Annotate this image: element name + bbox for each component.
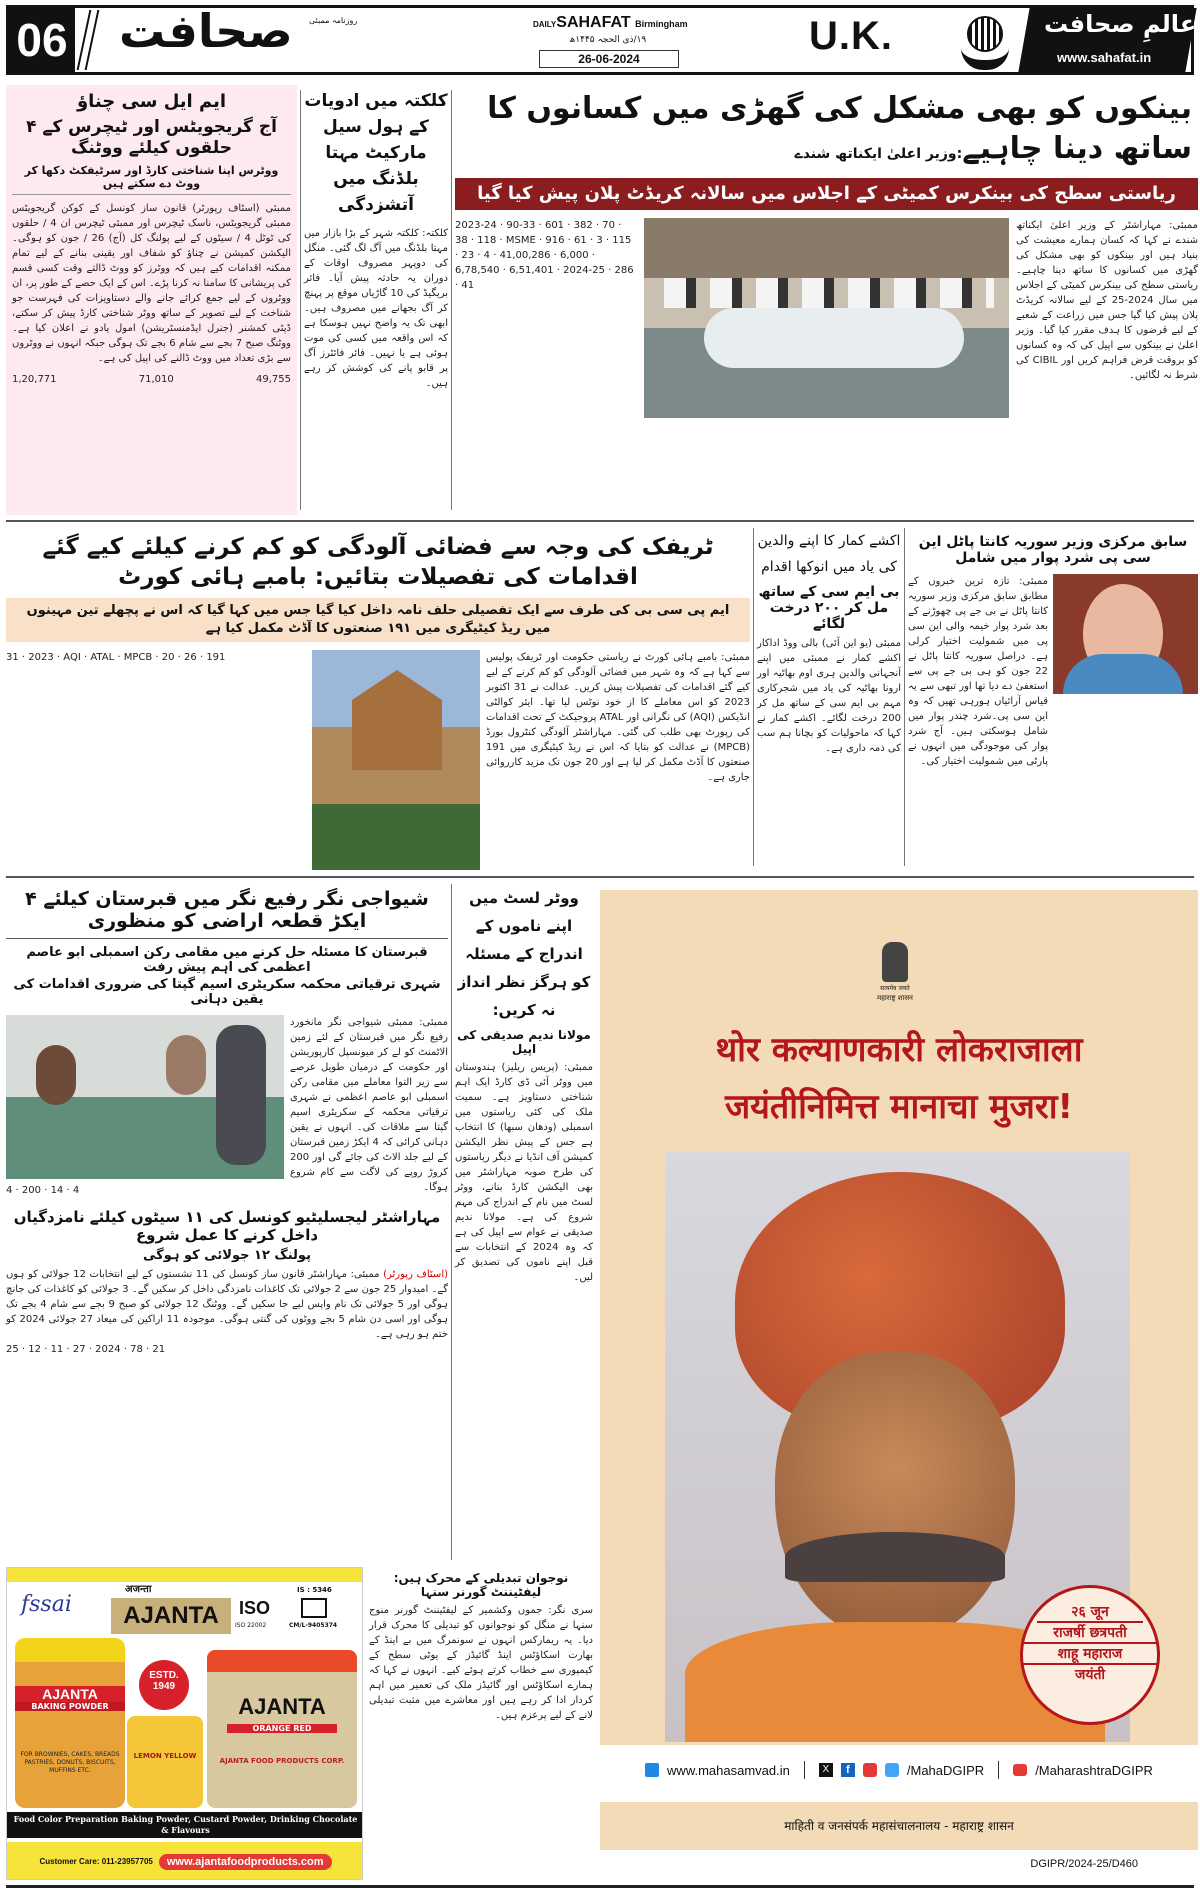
masthead-divider [77, 10, 100, 70]
banks-body-col-right: ممبئی: مہاراشٹر کے وزیر اعلیٰ ایکناتھ شندے نے کہا کہ کسان ہمارے معیشت کی بنیاد ہیں اور بینکوں کو بھی مشکل کی گھڑی میں کسانوں کا ساتھ دینا چاہیے۔ ریاستی سطح کی بینکرس کمیٹی کے اجلاس میں سال 2024-25 کے لیے سالانہ کریڈٹ پلان پیش کیا گیا جس میں زراعت کے شعبے کے لیے قرضوں کا ہدف مقرر کیا گیا۔ وزیر اعلیٰ نے بینکوں سے اپیل کی کہ وہ کسانوں کو بروقت قرض فراہم کریں اور CIBIL کی شرط نہ لگائیں۔ [1016, 220, 1198, 381]
mlc-headline: آج گریجویٹس اور ٹیچرس کے ۴ حلقوں کیلئے ووٹنگ [26, 117, 277, 158]
department-bar: माहिती व जनसंपर्क महासंचालनालय - महाराष्ट्र शासन [600, 1802, 1198, 1850]
council-reporter: (اسٹاف رپورٹر) [383, 1269, 448, 1280]
emblem-caption: महाराष्ट्र शासन [877, 994, 913, 1002]
mlc-election-article [6, 85, 297, 515]
graveyard-figures: 4 · 200 · 14 · 4 [6, 1185, 80, 1196]
council-subhead: پولنگ ۱۲ جولائی کو ہوگی [143, 1248, 311, 1263]
meeting-office-photo [6, 1015, 284, 1179]
banks-byline: :وزیر اعلیٰ ایکناتھ شندے [794, 146, 963, 162]
table-shape [704, 308, 964, 368]
banks-body-col-left: 2023-24 · 90-33 · 601 · 382 · 70 · 38 · 118 · MSME · 916 · 61 · 3 · 115 · 23 · 4 · 41,00,286 · 6,000 · 6,78,540 · 6,51,401 · 2024-25 · 286 · 41 [455, 220, 634, 291]
graveyard-article [6, 882, 448, 1198]
council-headline: مہاراشٹر لیجسلیٹیو کونسل کی ۱۱ سیٹوں کیلئے نامزدگیاں داخل کرنے کا عمل شروع [13, 1208, 441, 1244]
jayanti-badge: २६ जून राजर्षी छत्रपती शाहू महाराज जयंती [1020, 1585, 1160, 1725]
court-body-row [6, 650, 750, 870]
youtube-icon[interactable] [1013, 1764, 1027, 1776]
globe-icon [645, 1763, 659, 1777]
banks-headline: بینکوں کو بھی مشکل کی گھڑی میں کسانوں کا ساتھ دینا چاہیے [487, 91, 1192, 166]
paper-name: DAILYSAHAFAT Birmingham [533, 14, 688, 31]
ajanta-brand: AJANTA [111, 1598, 231, 1634]
ajanta-contact-bar [7, 1842, 363, 1880]
banks-body-row [455, 218, 1198, 515]
mlc-kicker: ایم ایل سی چناؤ [76, 91, 227, 112]
mustache-shape [785, 1532, 1005, 1582]
social-handle[interactable]: /MahaDGIPR [906, 1762, 985, 1778]
jar-baking-powder: AJANTA BAKING POWDER FOR BROWNIES, CAKES, BREADS PASTRIES, DONUTS, BISCUITS, MUFFINS ETC. [15, 1638, 125, 1808]
ajanta-brand-hindi: अजन्ता [125, 1584, 152, 1595]
youth-article [369, 1567, 593, 1882]
akshay-body: ممبئی (یو این آئی) بالی ووڈ اداکار اکشے کمار نے ممبئی میں اپنے آنجہانی والدین ہری اوم بھاٹیہ اور ارونا بھاٹیہ کی یاد میں شجرکاری مہم بی ایم سی کے ساتھ مل کر 200 درخت لگائے۔ اکشے کمار نے کہا کہ ماحولیات کو بچانا ہم سب کی ذمہ داری ہے۔ [757, 638, 901, 754]
akshay-headline: اکشے کمار کا اپنے والدین کی یاد میں انوکھا اقدام [757, 533, 901, 575]
youth-body: سری نگر: جموں وکشمیر کے لیفٹیننٹ گورنر منوج سنہا نے منگل کو نوجوانوں کو تبدیلی کا محرک قرار دیا۔ یہ ریمارکس انہوں نے سونمرگ میں بے اینڈ کے بھارت اسکاؤٹس اینڈ گائیڈز کے یوٹی سطح کے کیمپوری سے خطاب کرتے ہوئے کیے۔ انہوں نے کہا کہ ہمارے اسکاؤٹس اور گائیڈز ملک کی تعمیر میں اہم کردار ادا کر رہے ہیں اور معاشرے میں مثبت تبدیلی لانے کے لیے پرعزم ہیں۔ [369, 1605, 593, 1721]
emblem-motto: सत्यमेव जयते [880, 985, 910, 992]
ad-title-1: थोर कल्याणकारी लोकराजाला [715, 1030, 1083, 1070]
isi-mark-icon [301, 1598, 327, 1618]
fssai-logo: fssai [21, 1592, 72, 1617]
suryakanta-headline: سابق مرکزی وزیر سوریہ کانتا پاٹل این سی پی شرد پوار میں شامل [918, 534, 1188, 566]
voterlist-body: ممبئی: (پریس ریلیز) ہندوستان میں ووٹر آئی ڈی کارڈ ایک اہم شناختی دستاویز ہے۔ سمیت ملک کی کئی ریاستوں میں اسمبلی (ودھان سبھا) کا انتخاب ہے جس کے پیش نظر الیکشن کمیشن آف انڈیا نے دیگر ریاستوں کی طرح صوبہ مہاراشٹر میں بھی الیکشن کارڈ بنانے، ووٹر لسٹ میں نام کے اندراج کی مہم شروع کی ہے۔ مولانا ندیم صدیقی نے عوام سے اپیل کی ہے کہ وہ 2024 کے انتخابات سے قبل اپنے ناموں کی تصدیق کر لیں۔ [455, 1062, 593, 1283]
instagram-icon[interactable] [863, 1763, 877, 1777]
graveyard-body: ممبئی: ممبئی شیواجی نگر مانخورد رفیع نگر میں قبرستان کے لئے زمین الاٹمنٹ کو لے کر میونسپل کارپوریشن اور حکومت کے درمیان طویل عرصے سے زیر التوا معاملے میں مقامی رکن اسمبلی ابو عاصم اعظمی نے شہری ترقیاتی محکمہ کے سکریٹری اسیم گپتا سے ملاقات کی۔ انہوں نے یقین دہانی کرائی کہ 4 ایکڑ زمین قبرستان کے لیے جلد الاٹ کی جائے گی اور 200 کروڑ روپے کی لاگت سے کام شروع ہوگا۔ [290, 1017, 448, 1193]
youth-headline: نوجوان تبدیلی کے محرک ہیں: لیفٹیننٹ گورنر سنہا [393, 1571, 569, 1599]
fire-body: کلکتہ: کلکتہ شہر کے بڑا بازار میں مہتا بلڈنگ میں آگ لگ گئی۔ منگل کی دوپہر مصروف اوقات کے دوران یہ حادثہ پیش آیا۔ فائر بریگیڈ کی 10 گاڑیاں موقع پر پہنچ کر آگ بجھانے میں مصروف ہیں۔ ابھی تک یہ واضح نہیں ہوسکا ہے کہ اس واقعہ میں کسی کی موت ہوئی ہے یا نہیں۔ فائر فائٹرز آگ پر قابو پانے کی کوشش کر رہے ہیں۔ [304, 228, 448, 389]
suryakanta-row [908, 574, 1198, 769]
court-subhead: ایم پی سی بی کی طرف سے ایک تفصیلی حلف نامہ داخل کیا گیا جس میں کہا گیا کہ اس نے پچھلے تین مہینوں میں ریڈ کیٹیگری میں ۱۹۱ صنعتوں کا آڈٹ مکمل کیا ہے [6, 598, 750, 642]
date: 26-06-2024 [539, 50, 679, 68]
jar-orange-red: AJANTA ORANGE RED AJANTA FOOD PRODUCTS CORP. [207, 1650, 357, 1808]
row3-left-stack [6, 882, 448, 1560]
ad-reference: DGIPR/2024-25/D460 [1030, 1858, 1138, 1870]
ad-title-2: जयंतीनिमित्त मानाचा मुजरा! [724, 1087, 1074, 1127]
x-icon[interactable]: X [819, 1763, 833, 1777]
social-bar [600, 1752, 1198, 1788]
akshay-article [757, 528, 901, 868]
council-body: (اسٹاف رپورٹر) ممبئی: مہاراشٹر قانون ساز کونسل کی 11 نشستوں کے لیے انتخابات 12 جولائی کو ہوں گے۔ امیدوار 25 جون سے 2 جولائی تک کاغذات نامزدگی داخل کر سکیں گے۔ 3 جولائی کو کاغذات کی جانچ ہوگی اور 5 جولائی تک نام واپس لیے جا سکیں گے۔ ووٹنگ 12 جولائی کو صبح 9 بجے سے شام 4 بجے تک ہوگی اور اسی دن شام 5 بجے ووٹوں کی گنتی ہوگی۔ موجودہ 11 اراکین کی میعاد 27 جولائی 2024 کو ختم ہو رہی ہے۔ [6, 1269, 448, 1340]
masthead-small: روزنامہ ممبئی [309, 16, 358, 25]
cm-number: CM/L-9405374 [289, 1622, 338, 1629]
fire-article [304, 88, 448, 513]
iso-number: ISO 22002 [235, 1622, 267, 1629]
ad-website-link[interactable]: www.mahasamvad.in [667, 1762, 790, 1778]
voterlist-subhead: مولانا ندیم صدیقی کی اپیل [457, 1028, 591, 1056]
ashoka-emblem-icon [882, 942, 908, 982]
suryakanta-article [908, 528, 1198, 868]
logo-stem-icon [961, 48, 1009, 70]
court-article [6, 526, 750, 870]
court-body-right: ممبئی: بامبے ہائی کورٹ نے ریاستی حکومت اور ٹریفک پولیس سے کہا ہے کہ وہ شہر میں فضائی آلودگی کو کم کرنے کے لیے کیے گئے اقدامات کی تفصیلات پیش کریں۔ عدالت نے 31 اکتوبر 2023 کو اس معاملے کا از خود نوٹس لیا تھا۔ ایئر کوالٹی انڈیکس (AQI) کی نگرانی اور ATAL پروجیکٹ کے تحت اقدامات کی رپورٹ بھی طلب کی گئی۔ مہاراشٹر آلودگی کنٹرول بورڈ (MPCB) نے عدالت کو بتایا کہ اس نے ریڈ کیٹیگری میں 191 صنعتوں کا آڈٹ مکمل کر لیا ہے اور 20 جون تک مزید کارروائی جاری ہے۔ [486, 652, 750, 783]
mlc-body: ممبئی (اسٹاف رپورٹر) قانون ساز کونسل کے کوکن گریجویٹس ممبئی گریجویٹس، ناسک ٹیچرس اور ممبئی ٹیچرس ان 4 / حلقوں کی ٹوٹل 4 / سیٹوں کے لیے پولنگ کل (آج) 26 / جون کو ہوگی۔ الیکشن کمیشن نے چناؤ کو شفاف اور یقینی بنانے کے لیے تمام ممکنہ اقدامات کیے ہیں کہ ووٹرز کو ووٹ ڈالتے وقت کسی قسم کی پریشانی کا سامنا نہ کرنا پڑے۔ اس کے ایک حصے کے طور پر، ان ووٹروں کے لیے جمع کرائے جانے والے دستاویزات کی فہرست جو شناخت کے لیے تصویر کے ساتھ ووٹر شناختی کارڈ پیش کر سکتے، ڈپٹی کمشنر (جنرل ایڈمنسٹریشن) امول یادو نے اعلان کیا ہے۔ ووٹنگ صبح 7 بجے سے شام 6 بجے تک ہوگی جبکہ انہوں نے ووٹروں سے بڑی تعداد میں ووٹ ڈالنے کی اپیل کی ہے۔ [12, 203, 291, 364]
suryakanta-photo [1053, 574, 1198, 694]
dgipr-advertisement [600, 890, 1198, 1882]
mlc-figures: 1,20,771 71,010 49,755 [12, 374, 291, 385]
masthead-logo: صحافت [119, 4, 293, 58]
high-court-photo [312, 650, 480, 870]
youtube-handle[interactable]: /MaharashtraDGIPR [1035, 1762, 1153, 1778]
page-number: 06 [9, 8, 75, 72]
telegram-icon[interactable] [885, 1763, 899, 1777]
banks-headline-line [455, 85, 1198, 172]
mlc-subhead: ووٹرس اپنا شناختی کارڈ اور سرٹیفکٹ دکھا کر ووٹ دے سکتے ہیں [12, 164, 291, 195]
face-shape [775, 1352, 1015, 1642]
jar-lemon-yellow: LEMON YELLOW [127, 1716, 203, 1808]
hijri-date: ۱۹/ذی الحجہ ۱۴۴۵ھ [569, 35, 647, 45]
website-link[interactable]: www.sahafat.in [1057, 50, 1152, 65]
ajanta-website-link[interactable]: www.ajantafoodproducts.com [159, 1854, 332, 1870]
suryakanta-body: ممبئی: تازہ ترین خبروں کے مطابق سابق مرکزی وزیر سوریہ کانتا پاٹل نے بی جے پی چھوڑنے کے بعد شرد پوار خیمہ والی این سی پی میں شمولیت اختیار کرلی ہے۔ دراصل سوریہ کانتا پاٹل نے 22 جون کو ہی بی جے پی سے استعفیٰ دے دیا تھا اور تبھی سے یہ قیاس آرائیاں ہورہی تھیں کہ وہ این سی پی۔شرد چندر پوار میں شامل ہوسکتی ہیں۔ آج شرد پوار کی موجودگی میں انہوں نے پارٹی میں شمولیت اختیار کی۔ [908, 576, 1048, 767]
banks-banner: ریاستی سطح کی بینکرس کمیٹی کے اجلاس میں سالانہ کریڈٹ پلان پیش کیا گیا [455, 178, 1198, 210]
graveyard-headline: شیواجی نگر رفیع نگر میں قبرستان کیلئے ۴ ایکڑ قطعہ اراضی کو منظوری [6, 882, 448, 939]
globe-logo-icon [967, 16, 1003, 52]
banks-article [455, 85, 1198, 515]
facebook-icon[interactable]: f [841, 1763, 855, 1777]
council-figures: 25 · 12 · 11 · 27 · 2024 · 78 · 21 [6, 1344, 166, 1355]
council-article [6, 1208, 448, 1357]
graveyard-body-row [6, 1015, 448, 1198]
fire-headline: کلکتہ میں ادویات کے ہول سیل مارکیٹ مہتا بلڈنگ میں آتشزدگی [304, 91, 448, 215]
akshay-subhead: بی ایم سی کے ساتھ مل کر ۲۰۰ درخت لگائے [758, 584, 900, 632]
voterlist-headline: ووٹر لسٹ میں اپنے ناموں کے اندراج کے مسئلہ کو ہرگز نظر انداز نہ کریں: [457, 889, 591, 1019]
voterlist-article [455, 884, 593, 1560]
graveyard-subhead-2: شہری ترقیاتی محکمہ سکریٹری اسیم گپتا کی ضروری اقدامات کی یقین دہانی [13, 977, 441, 1007]
ajanta-tagline: Food Color Preparation Baking Powder, Custard Powder, Drinking Chocolate & Flavours [7, 1812, 363, 1838]
brand-name: عالمِ صحافت [1044, 10, 1197, 38]
edition: U.K. [809, 14, 893, 58]
customer-care: Customer Care: 011-23957705 [39, 1857, 153, 1866]
court-headline: ٹریفک کی وجہ سے فضائی آلودگی کو کم کرنے کیلئے کیے گئے اقدامات کی تفصیلات بتائیں: بامبے ہائی کورٹ [42, 534, 714, 590]
court-figures: 31 · 2023 · AQI · ATAL · MPCB · 20 · 26 · 191 [6, 652, 226, 663]
ajanta-advertisement [6, 1567, 363, 1880]
estd-badge: ESTD. 1949 [139, 1660, 189, 1710]
meeting-photo [644, 218, 1009, 418]
is-number: IS : 5346 [297, 1586, 332, 1594]
graveyard-subhead-1: قبرستان کا مسئلہ حل کرنے میں مقامی رکن اسمبلی ابو عاصم اعظمی کی اہم پیش رفت [26, 945, 428, 975]
masthead [6, 4, 1197, 75]
iso-logo: ISO [239, 1598, 271, 1618]
